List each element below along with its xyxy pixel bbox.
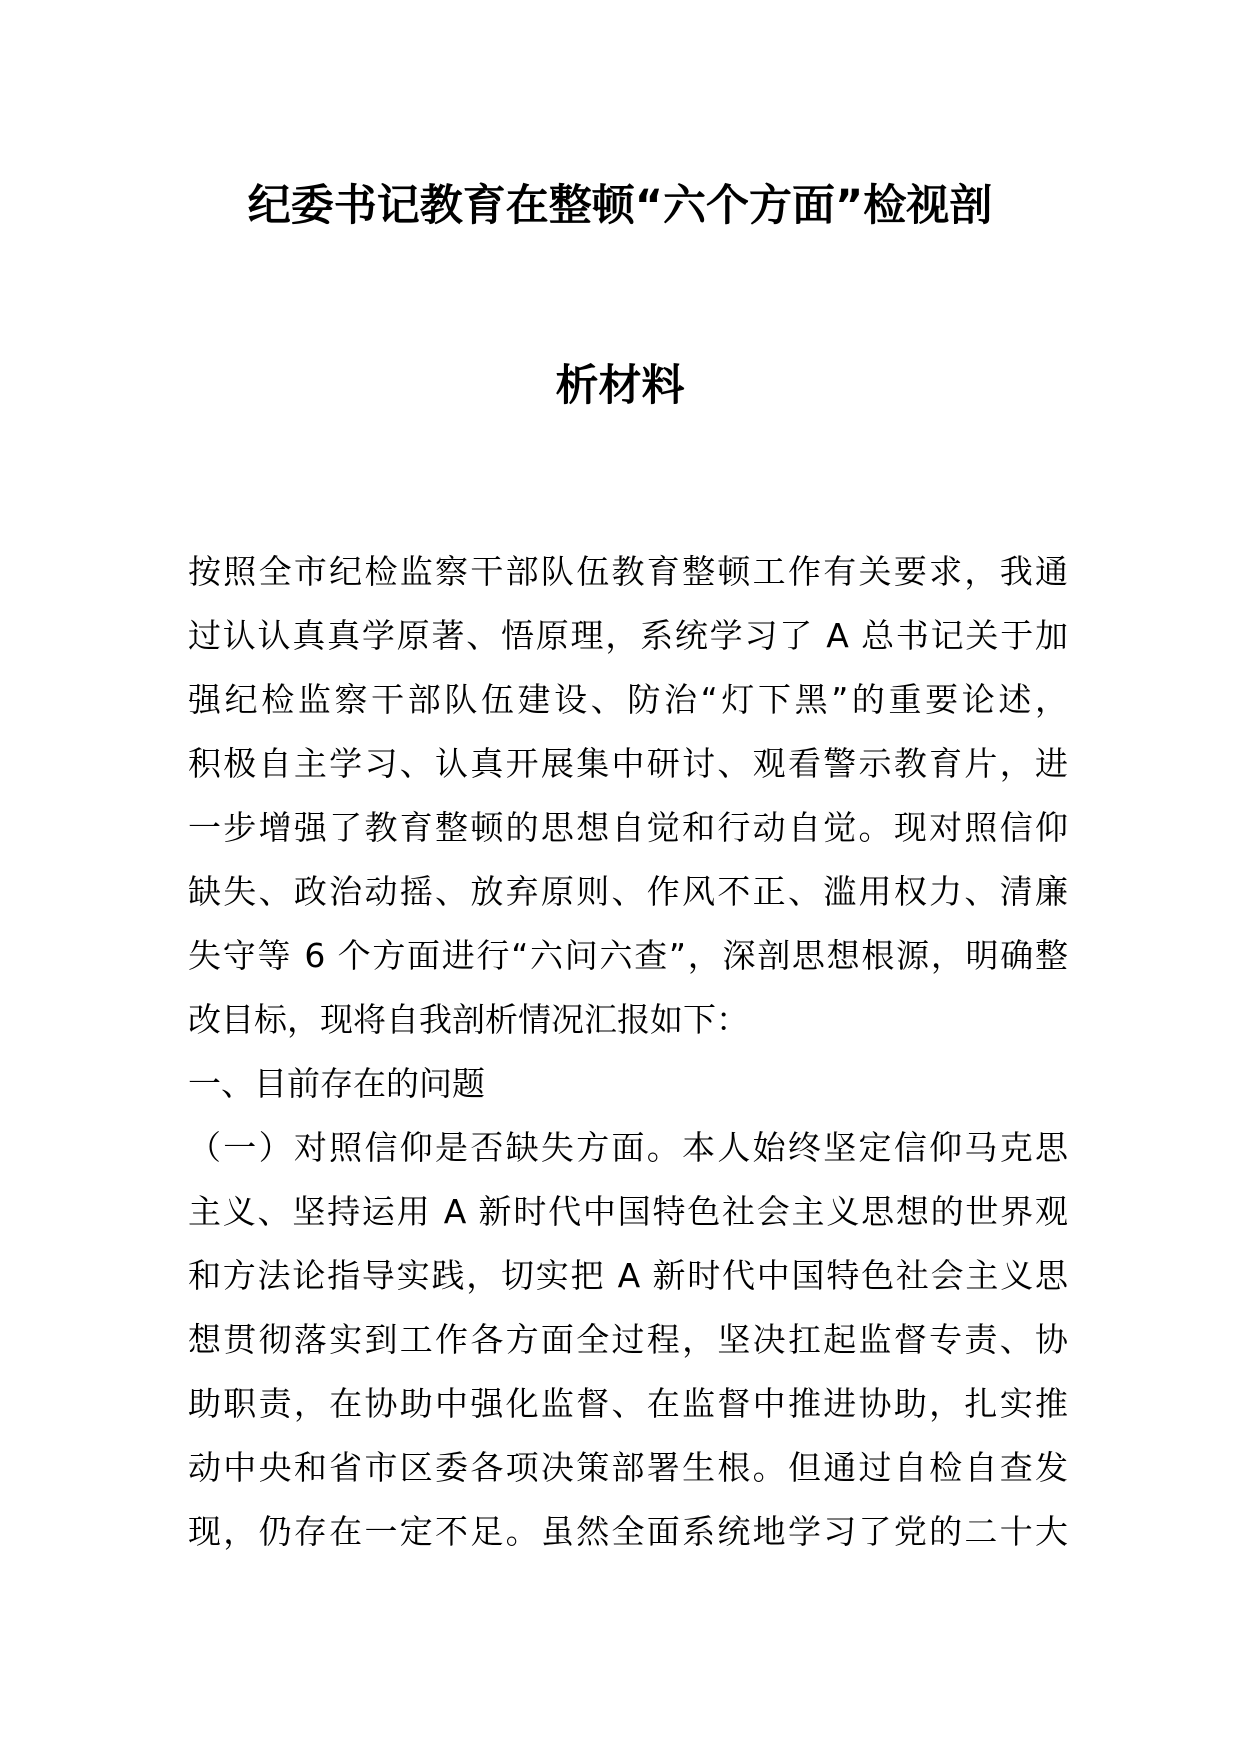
body-line-15: 动中央和省市区委各项决策部署生根。但通过自检自查发 bbox=[188, 1448, 1068, 1487]
body-line-3: 强纪检监察干部队伍建设、防治“灯下黑”的重要论述， bbox=[188, 680, 1068, 719]
document-title-line-1: 纪委书记教育在整顿“六个方面”检视剖 bbox=[247, 181, 993, 231]
body-line-10: （一）对照信仰是否缺失方面。本人始终坚定信仰马克思 bbox=[188, 1128, 1068, 1167]
section-heading: 一、目前存在的问题 bbox=[188, 1064, 485, 1103]
body-line-11: 主义、坚持运用 A 新时代中国特色社会主义思想的世界观 bbox=[188, 1192, 1068, 1231]
body-line-1: 按照全市纪检监察干部队伍教育整顿工作有关要求，我通 bbox=[188, 552, 1068, 591]
body-line-2: 过认认真真学原著、悟原理，系统学习了 A 总书记关于加 bbox=[188, 616, 1068, 655]
document-title-line-2: 析材料 bbox=[555, 361, 685, 411]
body-line-14: 助职责，在协助中强化监督、在监督中推进协助，扎实推 bbox=[188, 1384, 1068, 1423]
body-line-7: 失守等 6 个方面进行“六问六查”，深剖思想根源，明确整 bbox=[188, 936, 1068, 975]
body-line-6: 缺失、政治动摇、放弃原则、作风不正、滥用权力、清廉 bbox=[188, 872, 1068, 911]
body-line-5: 一步增强了教育整顿的思想自觉和行动自觉。现对照信仰 bbox=[188, 808, 1068, 847]
document-body bbox=[188, 540, 1068, 1564]
body-line-16: 现，仍存在一定不足。虽然全面系统地学习了党的二十大 bbox=[188, 1512, 1068, 1551]
body-line-12: 和方法论指导实践，切实把 A 新时代中国特色社会主义思 bbox=[188, 1256, 1068, 1295]
body-line-8: 改目标，现将自我剖析情况汇报如下： bbox=[188, 1000, 749, 1039]
body-line-13: 想贯彻落实到工作各方面全过程，坚决扛起监督专责、协 bbox=[188, 1320, 1068, 1359]
body-line-4: 积极自主学习、认真开展集中研讨、观看警示教育片，进 bbox=[188, 744, 1068, 783]
